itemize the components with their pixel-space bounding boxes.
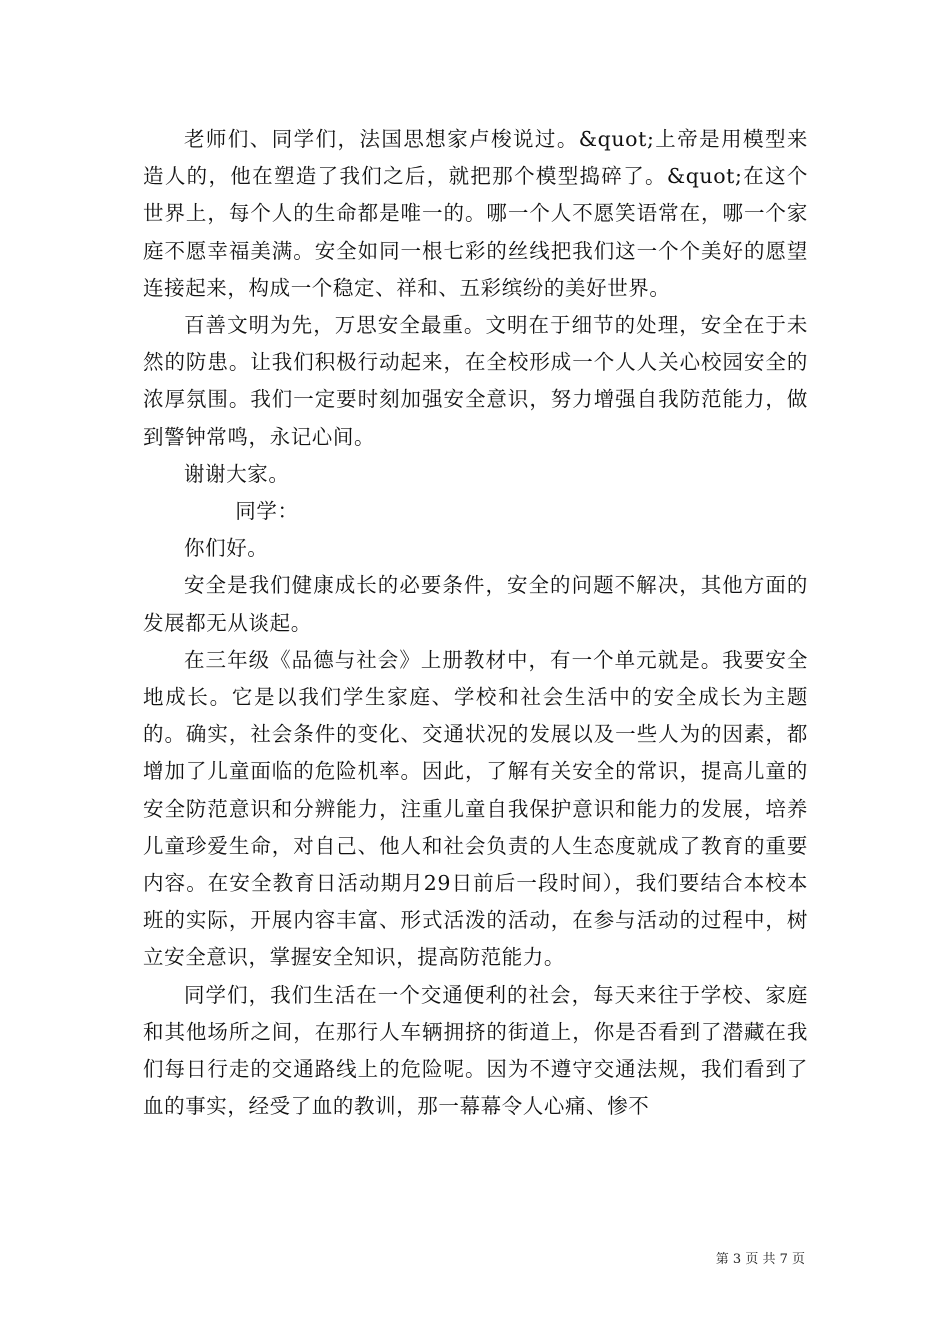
paragraph-greeting: 你们好。 — [184, 536, 269, 561]
paragraph-textbook-unit: 在三年级《品德与社会》上册教材中，有一个单元就是。我要安全地成长。它是以我们学生家庭、学校和社会生活中的安全成长为主题的。确实，社会条件的变化、交通状况的发展以及一些人为的因素，都增加了儿童面临的危险机率。因此，了解有关安全的常识，提高儿童的安全防范意识和分辨能力，注重儿童自我保护意识和能力的发展，培养儿童珍爱生命，对自己、他人和社会负责的人生态度就成了教育的重要内容。在安全教育日活动期月29日前后一段时间），我们要结合本校本班的实际，开展内容丰富、形式活泼的活动，在参与活动的过程中，树立安全意识，掌握安全知识，提高防范能力。 — [143, 647, 808, 970]
page-number-footer: 第 3 页 共 7 页 — [715, 1252, 805, 1267]
paragraph-salutation: 同学： — [235, 499, 299, 524]
paragraph-safety-condition: 安全是我们健康成长的必要条件，安全的问题不解决，其他方面的发展都无从谈起。 — [143, 573, 808, 635]
paragraph-civility-safety: 百善文明为先，万思安全最重。文明在于细节的处理，安全在于未然的防患。让我们积极行动起来，在全校形成一个人人关心校园安全的浓厚氛围。我们一定要时刻加强安全意识，努力增强自我防范能力，做到警钟常鸣，永记心间。 — [143, 313, 808, 449]
paragraph-traffic: 同学们，我们生活在一个交通便利的社会，每天来往于学校、家庭和其他场所之间，在那行人车辆拥挤的街道上，你是否看到了潜藏在我们每日行走的交通路线上的危险呢。因为不遵守交通法规，我们看到了血的事实，经受了血的教训，那一幕幕令人心痛、惨不 — [143, 982, 808, 1119]
paragraph-thanks: 谢谢大家。 — [184, 461, 290, 486]
paragraph-rousseau-quote: 老师们、同学们，法国思想家卢梭说过。&quot;上帝是用模型来造人的，他在塑造了我们之后，就把那个模型捣碎了。&quot;在这个世界上，每个人的生命都是唯一的。哪一个人不愿笑语常在，哪一个家庭不愿幸福美满。安全如同一根七彩的丝线把我们这一个个美好的愿望连接起来，构成一个稳定、祥和、五彩缤纷的美好世界。 — [143, 127, 808, 300]
document-body — [143, 121, 808, 1125]
